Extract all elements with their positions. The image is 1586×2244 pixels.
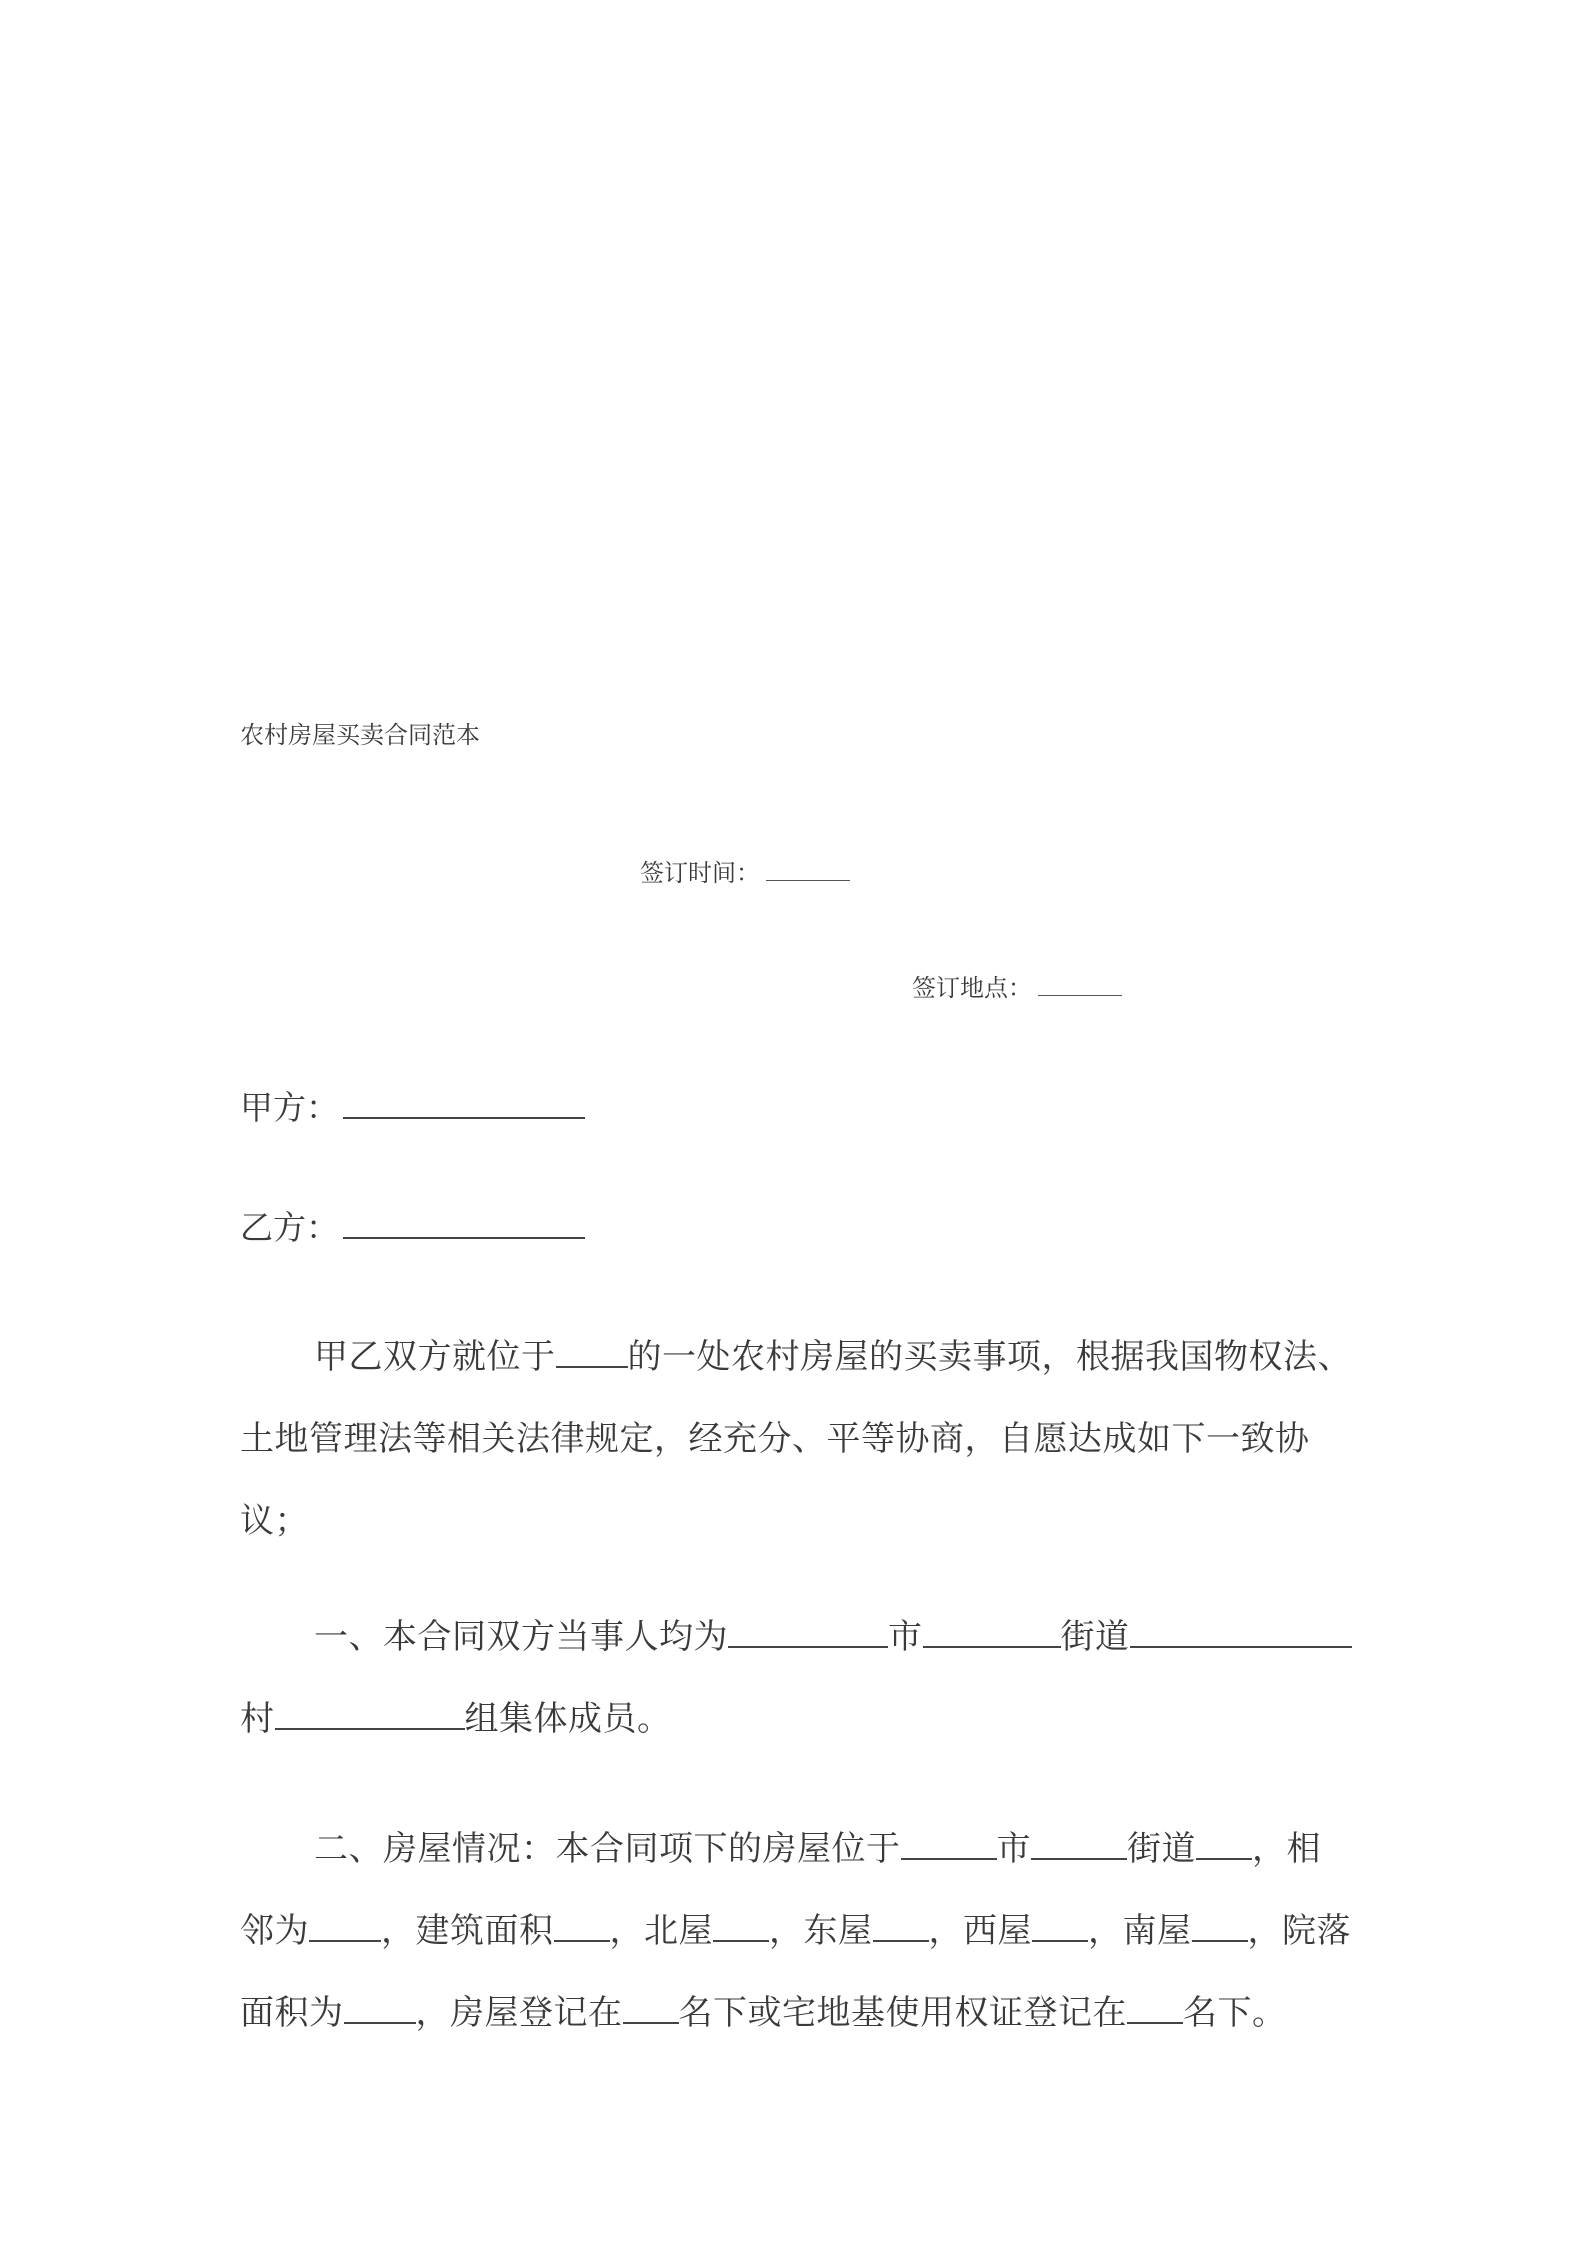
clause-two-text-7: ，东屋 bbox=[769, 1911, 873, 1951]
intro-text-1: 甲乙双方就位于 bbox=[314, 1337, 556, 1377]
clause-two-text-3: 街道 bbox=[1127, 1829, 1196, 1869]
clause-two-text-4: ，相邻为 bbox=[240, 1829, 1321, 1951]
west-room-blank bbox=[1032, 1910, 1088, 1942]
clause-one-text-5: 组集体成员。 bbox=[464, 1699, 672, 1739]
signing-place-blank bbox=[1038, 973, 1122, 996]
party-a-field bbox=[240, 1086, 585, 1130]
courtyard-area-blank bbox=[344, 1992, 416, 2024]
clause-two-text-6: ，北屋 bbox=[609, 1911, 713, 1951]
intro-paragraph bbox=[240, 1316, 1355, 1562]
south-room-blank bbox=[1192, 1910, 1248, 1942]
party-b-blank bbox=[343, 1207, 585, 1239]
signing-place-field bbox=[912, 973, 1122, 1003]
clause-one-text-2: 市 bbox=[888, 1617, 923, 1657]
building-area-blank bbox=[554, 1910, 610, 1942]
signing-time-label: 签订时间： bbox=[640, 859, 760, 887]
land-certificate-owner-blank bbox=[1127, 1992, 1183, 2024]
clause-one-paragraph bbox=[240, 1596, 1355, 1760]
clause-two-text-13: 名下。 bbox=[1183, 1993, 1287, 2033]
signing-place-label: 签订地点： bbox=[912, 974, 1032, 1002]
house-city-blank bbox=[901, 1828, 997, 1860]
group-blank bbox=[275, 1698, 465, 1730]
clause-two-paragraph bbox=[240, 1808, 1355, 2054]
party-b-field bbox=[240, 1206, 585, 1250]
clause-one-text-4: 村 bbox=[240, 1699, 275, 1739]
neighbor-blank bbox=[309, 1910, 381, 1942]
signing-time-field bbox=[640, 858, 850, 888]
east-room-blank bbox=[873, 1910, 929, 1942]
clause-two-text-9: ，南屋 bbox=[1088, 1911, 1192, 1951]
intro-text-2: 的一处农村房屋的买卖事项，根据我国物权法、土地管理法等相关法律规定，经充分、平等协商，自愿达成如下一致协议； bbox=[240, 1337, 1352, 1541]
house-street-blank bbox=[1031, 1828, 1127, 1860]
city-blank bbox=[728, 1616, 888, 1648]
signing-time-blank bbox=[766, 858, 850, 881]
clause-two-text-11: ，房屋登记在 bbox=[415, 1993, 623, 2033]
clause-two-text-10: ，院落面积为 bbox=[240, 1911, 1351, 2033]
village-blank bbox=[1130, 1616, 1352, 1648]
house-owner-blank bbox=[623, 1992, 679, 2024]
north-room-blank bbox=[713, 1910, 769, 1942]
clause-two-text-1: 二、房屋情况：本合同项下的房屋位于 bbox=[314, 1829, 901, 1869]
location-blank bbox=[556, 1336, 628, 1368]
clause-one-text-1: 一、本合同双方当事人均为 bbox=[314, 1617, 728, 1657]
document-title: 农村房屋买卖合同范本 bbox=[240, 721, 480, 749]
clause-one-text-3: 街道 bbox=[1060, 1617, 1130, 1657]
house-street-number-blank bbox=[1196, 1828, 1252, 1860]
party-b-label: 乙方： bbox=[240, 1208, 339, 1247]
clause-two-text-8: ，西屋 bbox=[928, 1911, 1032, 1951]
clause-two-text-12: 名下或宅地基使用权证登记在 bbox=[678, 1993, 1127, 2033]
clause-two-text-2: 市 bbox=[996, 1829, 1031, 1869]
street-blank bbox=[923, 1616, 1061, 1648]
party-a-blank bbox=[343, 1087, 585, 1119]
party-a-label: 甲方： bbox=[240, 1088, 339, 1127]
clause-two-text-5: ，建筑面积 bbox=[381, 1911, 554, 1951]
